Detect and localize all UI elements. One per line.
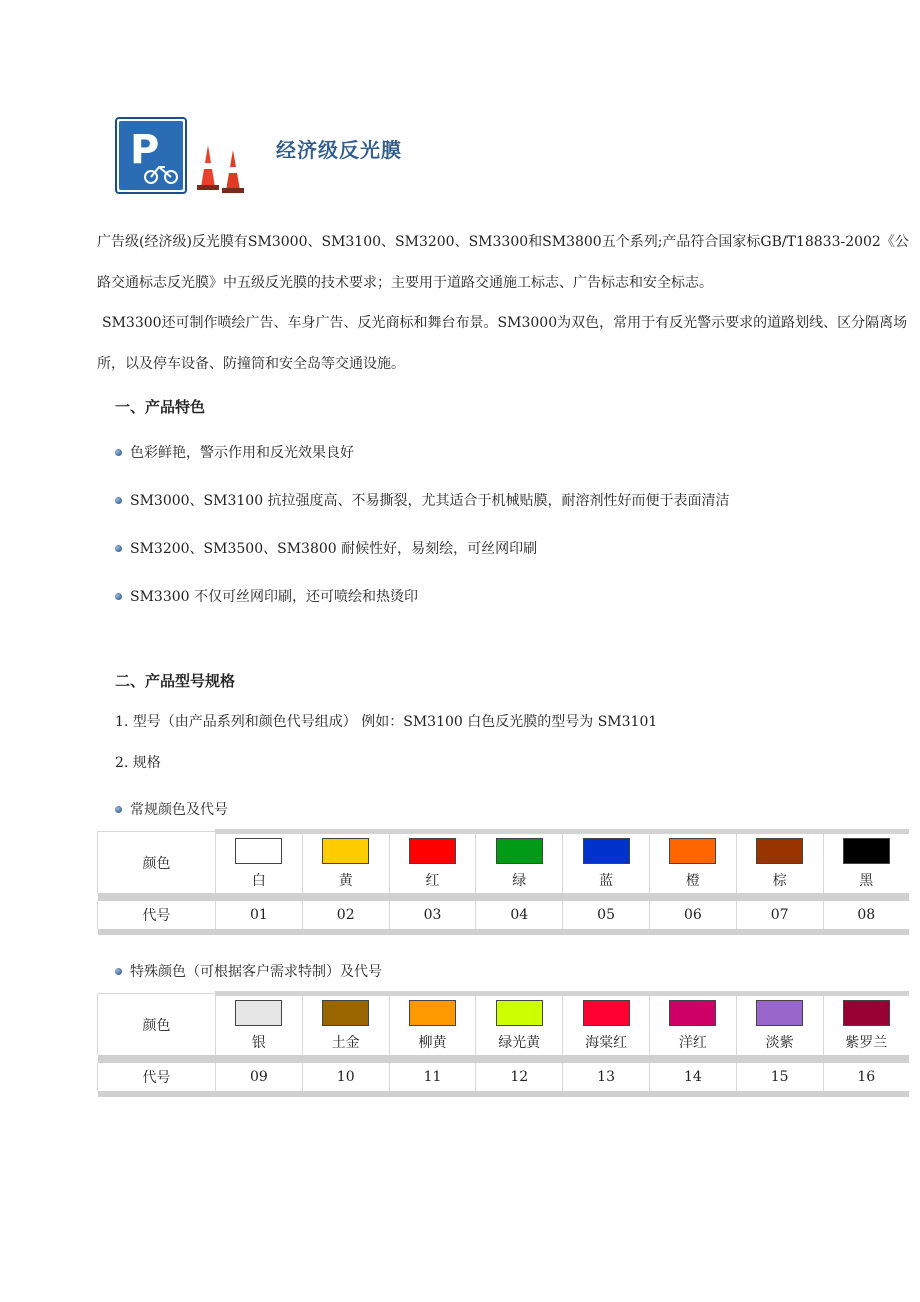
list-item: SM3000、SM3100 抗拉强度高、不易撕裂，尤其适合于机械贴膜，耐溶剂性好而便于表面清洁 (115, 490, 730, 510)
color-name: 洋红 (649, 1029, 736, 1055)
bullet-icon (115, 545, 122, 552)
swatch-cell (649, 832, 736, 868)
color-swatch (669, 1000, 716, 1026)
swatch-cell (736, 994, 823, 1030)
swatch-cell (823, 832, 909, 868)
intro-paragraph-2: SM3300还可制作喷绘广告、车身广告、反光商标和舞台布景。SM3000为双色，常用于有反光警示要求的道路划线、区分隔离场所，以及停车设备、防撞筒和安全岛等交通设施。 (97, 315, 908, 372)
color-swatch (235, 838, 282, 864)
color-swatch (409, 1000, 456, 1026)
color-name: 柳黄 (389, 1029, 476, 1055)
color-name: 黑 (823, 867, 909, 893)
swatch-cell (563, 832, 650, 868)
color-swatch (583, 838, 630, 864)
bullet-icon (115, 449, 122, 456)
section-heading-features: 一、产品特色 (115, 398, 206, 416)
swatch-cell (736, 832, 823, 868)
swatch-cell (302, 832, 389, 868)
list-item: SM3300 不仅可丝网印刷，还可喷绘和热烫印 (115, 586, 418, 606)
swatch-cell (823, 994, 909, 1030)
color-swatch (756, 1000, 803, 1026)
color-swatch (583, 1000, 630, 1026)
color-swatch (843, 1000, 890, 1026)
color-code: 08 (823, 901, 909, 929)
swatch-cell (216, 832, 303, 868)
color-code: 01 (216, 901, 303, 929)
color-swatch (496, 1000, 543, 1026)
color-swatch (669, 838, 716, 864)
page-title: 经济级反光膜 (276, 138, 402, 162)
swatch-cell (476, 832, 563, 868)
swatch-cell (216, 994, 303, 1030)
list-item: SM3200、SM3500、SM3800 耐候性好，易刻绘，可丝网印刷 (115, 538, 537, 558)
color-name: 淡紫 (736, 1029, 823, 1055)
color-code: 09 (216, 1063, 303, 1091)
color-swatch (409, 838, 456, 864)
spec-label: 2. 规格 (115, 755, 161, 771)
color-code: 11 (389, 1063, 476, 1091)
intro-paragraph-1: 广告级(经济级)反光膜有SM3000、SM3100、SM3200、SM3300和SM3800五个系列;产品符合国家标GB/T18833-2002《公路交通标志反光膜》中五级反光膜的技术要求；主要用于道路交通施工标志、广告标志和安全标志。 (97, 234, 909, 291)
list-item: 色彩鲜艳，警示作用和反光效果良好 (115, 442, 354, 462)
color-name: 土金 (302, 1029, 389, 1055)
color-row-label: 颜色 (98, 832, 216, 894)
color-name: 海棠红 (563, 1029, 650, 1055)
color-name: 紫罗兰 (823, 1029, 909, 1055)
model-description: 1. 型号（由产品系列和颜色代号组成） 例如：SM3100 白色反光膜的型号为 SM3101 (115, 714, 658, 730)
bullet-icon (115, 593, 122, 600)
regular-color-table (97, 829, 909, 935)
color-code: 14 (649, 1063, 736, 1091)
color-swatch (756, 838, 803, 864)
color-swatch (843, 838, 890, 864)
color-code: 07 (736, 901, 823, 929)
color-name: 黄 (302, 867, 389, 893)
color-code: 10 (302, 1063, 389, 1091)
code-row-label: 代号 (98, 1063, 216, 1091)
color-code: 12 (476, 1063, 563, 1091)
code-row-label: 代号 (98, 901, 216, 929)
swatch-cell (476, 994, 563, 1030)
color-code: 04 (476, 901, 563, 929)
swatch-cell (302, 994, 389, 1030)
color-swatch (496, 838, 543, 864)
swatch-cell (563, 994, 650, 1030)
color-name: 棕 (736, 867, 823, 893)
color-row-label: 颜色 (98, 994, 216, 1056)
color-code: 05 (563, 901, 650, 929)
swatch-cell (389, 994, 476, 1030)
color-name: 绿光黄 (476, 1029, 563, 1055)
color-swatch (322, 1000, 369, 1026)
swatch-cell (389, 832, 476, 868)
color-code: 06 (649, 901, 736, 929)
special-colors-label: 特殊颜色（可根据客户需求特制）及代号 (115, 961, 382, 981)
parking-sign-logo (113, 115, 253, 200)
color-code: 03 (389, 901, 476, 929)
color-name: 蓝 (563, 867, 650, 893)
regular-colors-label: 常规颜色及代号 (115, 799, 228, 819)
bullet-icon (115, 968, 122, 975)
color-name: 橙 (649, 867, 736, 893)
special-color-table (97, 991, 909, 1097)
section-heading-specs: 二、产品型号规格 (115, 672, 236, 690)
color-code: 16 (823, 1063, 909, 1091)
bullet-icon (115, 806, 122, 813)
color-code: 13 (563, 1063, 650, 1091)
bullet-icon (115, 497, 122, 504)
color-code: 02 (302, 901, 389, 929)
color-name: 红 (389, 867, 476, 893)
color-code: 15 (736, 1063, 823, 1091)
color-name: 银 (216, 1029, 303, 1055)
swatch-cell (649, 994, 736, 1030)
svg-text:P: P (130, 127, 160, 173)
color-name: 白 (216, 867, 303, 893)
color-name: 绿 (476, 867, 563, 893)
color-swatch (322, 838, 369, 864)
color-swatch (235, 1000, 282, 1026)
